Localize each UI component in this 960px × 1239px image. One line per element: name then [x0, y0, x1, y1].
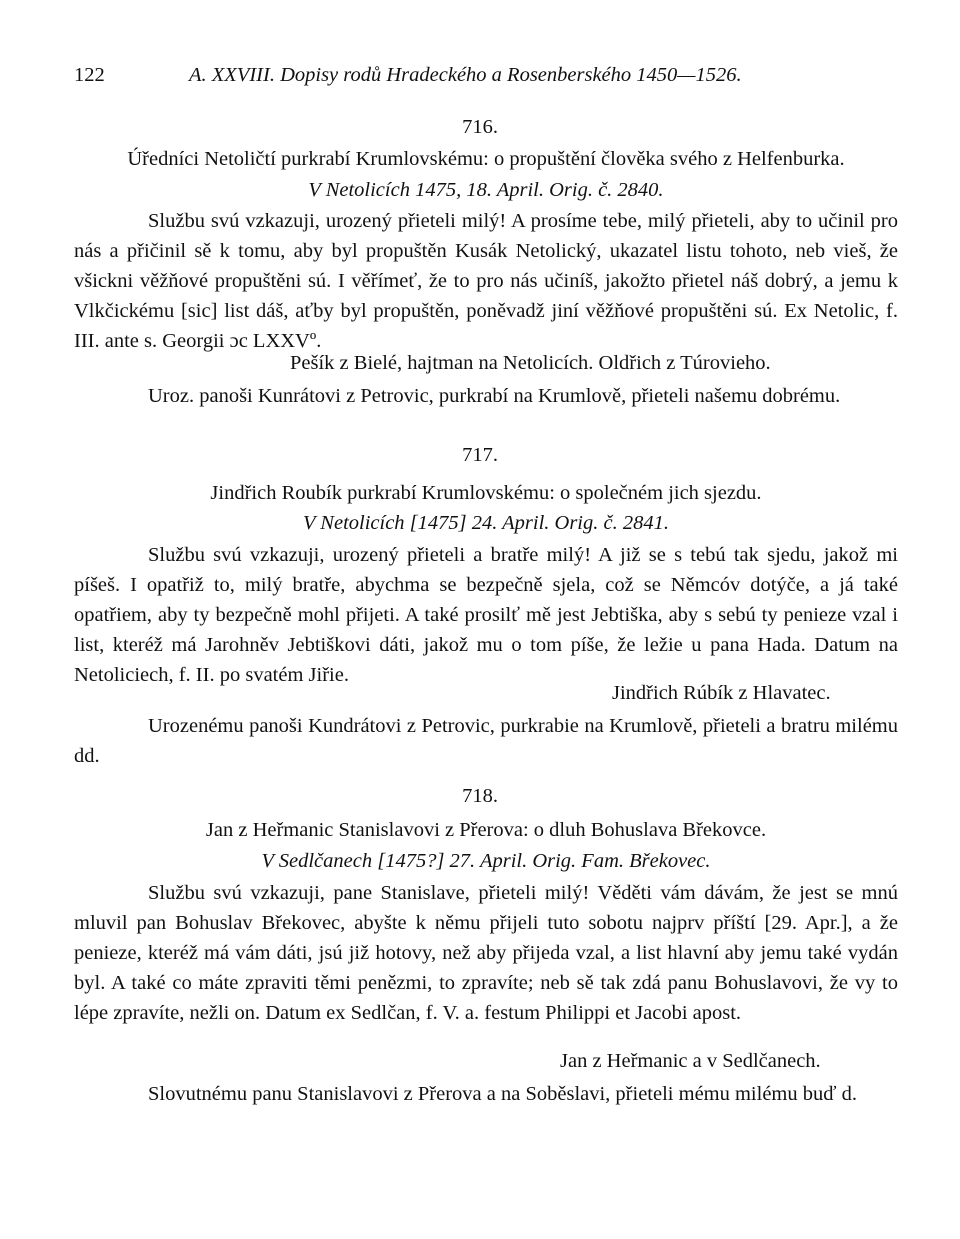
letter-summary: Úředníci Netoličtí purkrabí Krumlovskému: o propuštění člověka svého z Helfenburka.	[127, 148, 845, 170]
letter-paragraph: Službu svú vzkazuji, urozený přieteli milý! A prosíme tebe, milý přieteli, aby to učinil pro nás a přičinil sě k tomu, aby byl propuštěn Kusák Netolický, ukazatel listu tohoto, neb vieš, že všickni věžňové propuštěni sú. I věřímeť, že to pro nás učiníš, jakožto přietel náš dobrý, a jemu k Vlkčickému [sic] list dáš, aťby byl propuštěn, poněvadž jiní věžňové propuštěni sú. Ex Netolic, f. III. ante s. Georgii ɔc LXXVº.	[74, 210, 898, 352]
letter-address-text: Urozenému panoši Kundrátovi z Petrovic, purkrabie na Krumlově, přieteli a bratru milému dd.	[74, 715, 898, 767]
letter-address-text: Slovutnému panu Stanislavovi z Přerova a na Soběslavi, přieteli mému milému buď d.	[148, 1083, 857, 1105]
letter-paragraph: Službu svú vzkazuji, pane Stanislave, přieteli milý! Věděti vám dávám, že jest se mnú mluvil pan Bohuslav Břekovec, abyšte k němu přijeli tuto sobotu najprv příští [29. Apr.], a že penieze, kteréž má vám dáti, jsú již hotovy, než aby přijeda vzal, a list hlavní aby jemu také vydán byl. A také co máte zpraviti těmi penězmi, to zpravíte; neb sě tak zdá panu Bohuslavovi, že vy to lépe zpravíte, nežli on. Datum ex Sedlčan, f. V. a. festum Philippi et Jacobi apost.	[74, 882, 898, 1024]
letter-date: V Sedlčanech [1475?] 27. April. Orig. Fam. Břekovec.	[261, 850, 711, 872]
letter-paragraph: Službu svú vzkazuji, urozený přieteli a bratře milý! A již se s tebú tak sjedu, jakož mi píšeš. I opatřiž to, milý bratře, abychma se bezpečně sjela, což se Němcóv dotýče, a já také opatřiem, aby ty bezpečně mohl přijeti. A také prosilť mě jest Jebtiška, aby s sebú ty penieze vzal i list, kteréž má Jarohněv Jebtiškovi dáti, jakož mu o tom píše, že ležie u pana Hada. Datum na Netoliciech, f. II. po svatém Jiřie.	[74, 544, 898, 686]
running-title: A. XXVIII. Dopisy rodů Hradeckého a Rosenberského 1450—1526.	[189, 64, 742, 86]
letter-signature: Jindřich Rúbík z Hlavatec.	[612, 682, 831, 704]
letter-text	[74, 878, 898, 1028]
letter-number: 717.	[462, 444, 498, 466]
letter-summary: Jan z Heřmanic Stanislavovi z Přerova: o dluh Bohuslava Břekovce.	[205, 819, 767, 841]
letter-date: V Netolicích 1475, 18. April. Orig. č. 2840.	[308, 179, 664, 201]
letter-signature: Jan z Heřmanic a v Sedlčanech.	[560, 1050, 821, 1072]
letter-date: V Netolicích [1475] 24. April. Orig. č. 2841.	[303, 512, 669, 534]
letter-address	[74, 711, 898, 771]
page-number: 122	[74, 64, 105, 86]
letter-address	[74, 1079, 898, 1109]
letter-signature: Pešík z Bielé, hajtman na Netolicích. Oldřich z Túrovieho.	[290, 352, 771, 374]
letter-text	[74, 540, 898, 690]
letter-number: 718.	[462, 785, 498, 807]
letter-text	[74, 206, 898, 356]
letter-address-text: Uroz. panoši Kunrátovi z Petrovic, purkrabí na Krumlově, přieteli našemu dobrému.	[148, 385, 841, 407]
letter-summary: Jindřich Roubík purkrabí Krumlovskému: o společném jich sjezdu.	[210, 482, 762, 504]
letter-number: 716.	[462, 116, 498, 138]
letter-address	[74, 381, 898, 411]
page-header	[74, 60, 886, 90]
